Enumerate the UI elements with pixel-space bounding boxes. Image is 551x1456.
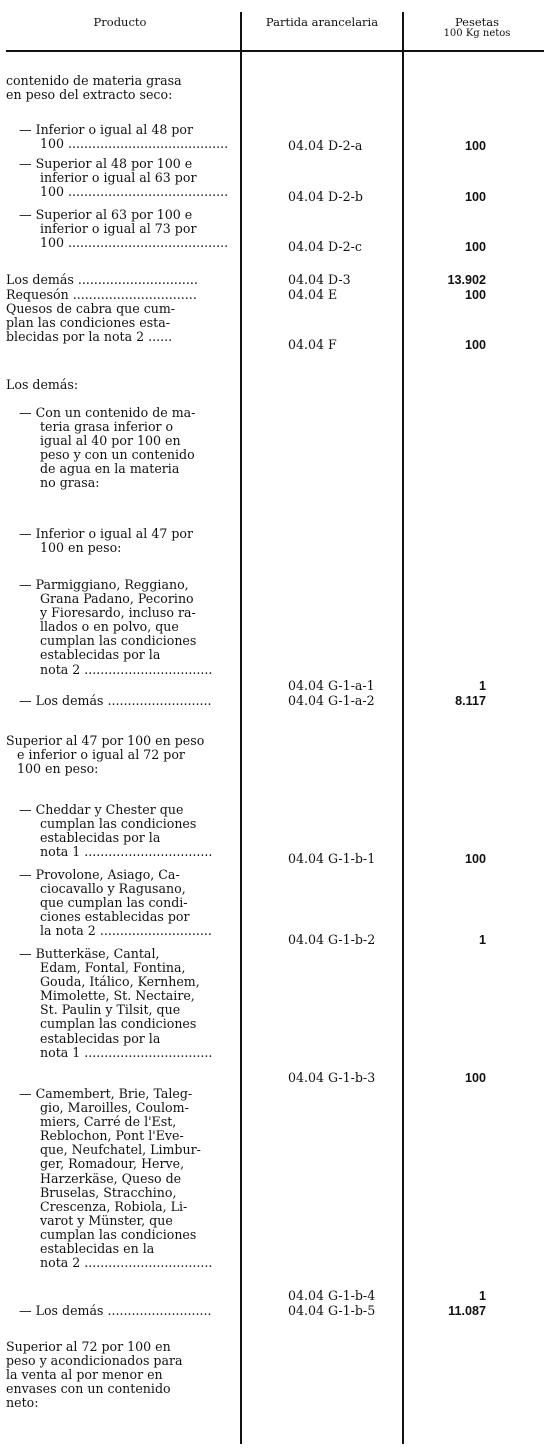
description-line: cumplan las condiciones xyxy=(40,816,197,832)
column-divider-2 xyxy=(402,12,404,1444)
description-line: St. Paulin y Tilsit, que xyxy=(40,1002,181,1018)
header-pesetas-label: Pesetas xyxy=(454,15,500,29)
description-line: — Provolone, Asiago, Ca- xyxy=(19,867,180,882)
tariff-code: 04.04 D-2-c xyxy=(288,239,362,254)
pesetas-value: 100 xyxy=(464,139,486,153)
tariff-code: 04.04 G-1-b-1 xyxy=(288,851,376,866)
product-description xyxy=(19,1304,234,1318)
tariff-code: 04.04 G-1-a-1 xyxy=(288,678,375,693)
description-line: miers, Carré de l'Est, xyxy=(40,1114,177,1130)
description-line: igual al 40 por 100 en xyxy=(40,433,181,449)
description-line: Gouda, Itálico, Kernhem, xyxy=(40,974,200,990)
description-line: e inferior o igual al 72 por xyxy=(17,747,185,763)
description-line: plan las condiciones esta- xyxy=(6,315,170,331)
description-line: peso y acondicionados para xyxy=(6,1353,183,1369)
product-description xyxy=(19,123,234,151)
pesetas-value: 13.902 xyxy=(447,273,486,287)
pesetas-value: 100 xyxy=(464,1071,486,1085)
description-line: inferior o igual al 63 por xyxy=(40,170,197,186)
description-line: Harzerkäse, Queso de xyxy=(40,1170,182,1186)
product-description xyxy=(19,208,234,250)
tariff-code: 04.04 F xyxy=(288,337,337,352)
description-line: Los demás: xyxy=(6,377,79,392)
description-line: — Superior al 63 por 100 e xyxy=(19,207,193,222)
product-description xyxy=(19,157,234,199)
product-description xyxy=(6,288,236,302)
description-line: 100 ........................................ xyxy=(40,235,229,251)
product-description xyxy=(19,1087,234,1270)
description-line: — Butterkäse, Cantal, xyxy=(19,946,160,961)
header-rule xyxy=(6,50,544,52)
description-line: Superior al 72 por 100 en xyxy=(6,1339,171,1354)
header-producto: Producto xyxy=(93,15,147,29)
description-line: contenido de materia grasa xyxy=(6,73,182,88)
description-line: que, Neufchatel, Limbur- xyxy=(40,1142,201,1158)
product-description xyxy=(19,868,234,938)
description-line: Requesón ............................... xyxy=(6,287,197,302)
column-divider-1 xyxy=(240,12,242,1444)
description-line: — Parmiggiano, Reggiano, xyxy=(19,577,189,592)
description-line: — Cheddar y Chester que xyxy=(19,802,184,817)
description-line: ciones establecidas por xyxy=(40,909,190,925)
pesetas-value: 100 xyxy=(464,852,486,866)
description-line: gio, Maroilles, Coulom- xyxy=(40,1100,189,1116)
description-line: envases con un contenido xyxy=(6,1381,171,1397)
description-line: — Superior al 48 por 100 e xyxy=(19,156,193,171)
pesetas-value: 100 xyxy=(464,288,486,302)
product-description xyxy=(6,302,236,344)
description-line: — Inferior o igual al 48 por xyxy=(19,122,194,137)
pesetas-value: 1 xyxy=(478,1289,486,1303)
description-line: en peso del extracto seco: xyxy=(6,87,173,103)
description-line: llados o en polvo, que xyxy=(40,619,179,635)
description-line: Crescenza, Robiola, Li- xyxy=(40,1198,188,1214)
description-line: nota 1 ................................ xyxy=(40,1044,213,1060)
tariff-code: 04.04 G-1-b-2 xyxy=(288,932,376,947)
description-line: establecidas por la xyxy=(40,830,161,846)
description-line: cumplan las condiciones xyxy=(40,1226,197,1242)
description-line: cumplan las condiciones xyxy=(40,1016,197,1032)
description-line: — Los demás .......................... xyxy=(19,1303,212,1318)
description-line: 100 ........................................ xyxy=(40,136,229,152)
pesetas-value: 100 xyxy=(464,190,486,204)
description-line: nota 2 ................................ xyxy=(40,1255,213,1271)
description-line: 100 en peso: xyxy=(40,540,122,556)
description-line: establecidas en la xyxy=(40,1241,155,1257)
product-description xyxy=(6,734,236,776)
description-line: la nota 2 ............................ xyxy=(40,923,212,939)
tariff-code: 04.04 E xyxy=(288,287,338,302)
pesetas-value: 100 xyxy=(464,240,486,254)
product-description xyxy=(6,74,236,102)
description-line: Quesos de cabra que cum- xyxy=(6,301,176,316)
description-line: cumplan las condiciones xyxy=(40,633,197,649)
description-line: blecidas por la nota 2 ...... xyxy=(6,329,173,345)
header-partida: Partida arancelaria xyxy=(265,15,379,29)
description-line: de agua en la materia xyxy=(40,461,180,477)
description-line: — Los demás .......................... xyxy=(19,693,212,708)
tariff-code: 04.04 D-2-a xyxy=(288,138,363,153)
tariff-code: 04.04 G-1-b-3 xyxy=(288,1070,376,1085)
description-line: Superior al 47 por 100 en peso xyxy=(6,733,205,748)
description-line: — Con un contenido de ma- xyxy=(19,405,196,420)
pesetas-value: 11.087 xyxy=(448,1304,486,1318)
description-line: 100 ........................................ xyxy=(40,184,229,200)
description-line: — Camembert, Brie, Taleg- xyxy=(19,1086,193,1101)
description-line: Reblochon, Pont l'Eve- xyxy=(40,1128,184,1144)
description-line: neto: xyxy=(6,1395,39,1411)
description-line: establecidas por la xyxy=(40,1030,161,1046)
tariff-code: 04.04 D-2-b xyxy=(288,189,363,204)
pesetas-value: 8.117 xyxy=(455,694,486,708)
description-line: — Inferior o igual al 47 por xyxy=(19,526,194,541)
description-line: teria grasa inferior o xyxy=(40,419,174,435)
description-line: inferior o igual al 73 por xyxy=(40,221,197,237)
product-description xyxy=(19,527,234,555)
description-line: que cumplan las condi- xyxy=(40,895,188,911)
product-description xyxy=(19,947,234,1060)
description-line: Edam, Fontal, Fontina, xyxy=(40,960,186,976)
pesetas-value: 1 xyxy=(478,679,486,693)
description-line: Los demás .............................. xyxy=(6,272,198,287)
description-line: nota 2 ................................ xyxy=(40,661,213,677)
description-line: la venta al por menor en xyxy=(6,1367,163,1383)
product-description xyxy=(19,694,234,708)
product-description xyxy=(6,273,236,287)
description-line: establecidas por la xyxy=(40,647,161,663)
description-line: varot y Münster, que xyxy=(40,1212,173,1228)
description-line: y Fioresardo, incluso ra- xyxy=(40,605,196,621)
product-description xyxy=(19,578,234,677)
product-description xyxy=(19,803,234,859)
product-description xyxy=(19,406,234,491)
pesetas-value: 1 xyxy=(478,933,486,947)
description-line: Bruselas, Stracchino, xyxy=(40,1184,177,1200)
product-description xyxy=(6,1340,236,1410)
description-line: ger, Romadour, Herve, xyxy=(40,1156,185,1172)
header-pesetas-unit: 100 Kg netos xyxy=(443,28,511,39)
tariff-code: 04.04 D-3 xyxy=(288,272,351,287)
header-pesetas xyxy=(404,16,550,40)
tariff-code: 04.04 G-1-b-4 xyxy=(288,1288,376,1303)
tariff-code: 04.04 G-1-a-2 xyxy=(288,693,375,708)
description-line: no grasa: xyxy=(40,475,100,491)
pesetas-value: 100 xyxy=(464,338,486,352)
description-line: 100 en peso: xyxy=(17,761,99,777)
description-line: Mimolette, St. Nectaire, xyxy=(40,988,195,1004)
description-line: ciocavallo y Ragusano, xyxy=(40,881,186,897)
tariff-code: 04.04 G-1-b-5 xyxy=(288,1303,376,1318)
description-line: nota 1 ................................ xyxy=(40,844,213,860)
product-description xyxy=(6,378,236,392)
description-line: Grana Padano, Pecorino xyxy=(40,591,194,607)
description-line: peso y con un contenido xyxy=(40,447,195,463)
